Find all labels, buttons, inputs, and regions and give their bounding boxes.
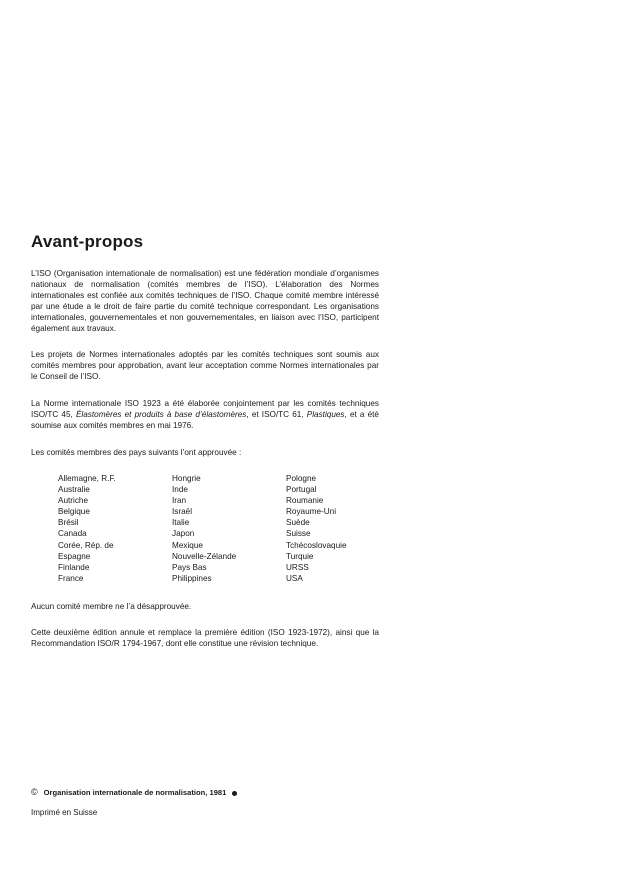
copyright-symbol: ©: [31, 787, 38, 797]
disapproval-note: Aucun comité membre ne l’a désapprouvée.: [31, 602, 192, 611]
country-item: Turquie: [286, 551, 314, 561]
country-item: Pologne: [286, 474, 317, 483]
country-item: Hongrie: [172, 474, 201, 483]
country-item: Italie: [172, 518, 190, 528]
country-item: Pays Bas: [172, 562, 207, 572]
country-item: Israël: [172, 507, 193, 517]
country-item: URSS: [286, 562, 309, 572]
country-item: Roumanie: [286, 496, 324, 506]
country-item: Royaume-Uni: [286, 507, 337, 517]
country-item: Japon: [172, 529, 195, 539]
country-item: Mexique: [172, 540, 203, 550]
country-item: Brésil: [58, 518, 79, 528]
printed-in-note: Imprimé en Suisse: [31, 808, 98, 817]
country-column-3: [286, 473, 386, 584]
intro-paragraph: L’ISO (Organisation internationale de normalisation) est une fédération mondiale d’organismes nationaux de normalisation (comités membres de l’ISO). L’élaboration des Normes internationales est confiée aux comités techniques de l’ISO. Chaque comité membre intéressé par une étude a le droit de faire partie du comité technique correspondant. Les organisations internationales, gouvernementales et non gouvernementales, en liaison avec l’ISO, participent également aux travaux.: [31, 269, 379, 334]
country-item: Autriche: [58, 496, 89, 506]
page-title: Avant-propos: [31, 232, 144, 251]
origin-italic-2: Plastiques: [306, 410, 345, 420]
country-item: Nouvelle-Zélande: [172, 551, 237, 561]
origin-text-1: La Norme internationale ISO 1923 a été élaborée conjointement par les comités techniques ISO/TC 45,: [31, 399, 379, 420]
edition-note: Cette deuxième édition annule et remplace la première édition (ISO 1923-1972), ainsi que la Recommandation ISO/R 1794-1967, dont elle constitue une révision technique.: [31, 628, 379, 649]
country-item: Philippines: [172, 573, 212, 583]
country-item: Canada: [58, 529, 87, 539]
origin-text-3: , et a été soumise aux comités membres en mai 1976.: [31, 410, 379, 431]
copyright-text: Organisation internationale de normalisation, 1981: [43, 788, 227, 797]
country-item: France: [58, 573, 84, 583]
origin-text-2: , et ISO/TC 61,: [246, 410, 307, 420]
approval-paragraph: Les projets de Normes internationales adoptés par les comités techniques sont soumis aux comités membres pour approbation, avant leur acceptation comme Normes internationales par le Conseil de l’ISO.: [31, 350, 379, 382]
country-item: Belgique: [58, 507, 90, 517]
country-item: Iran: [172, 496, 187, 506]
country-list: [58, 473, 386, 584]
copyright-footer: [31, 787, 237, 797]
bullet-icon: [232, 791, 237, 796]
country-item: Portugal: [286, 485, 317, 495]
country-item: Corée, Rép. de: [58, 540, 114, 550]
country-item: Suède: [286, 518, 310, 528]
country-column-1: [58, 473, 172, 584]
country-item: Tchécoslovaquie: [286, 540, 347, 550]
member-list-intro: Les comités membres des pays suivants l’ont approuvée :: [31, 448, 242, 457]
country-item: USA: [286, 573, 303, 583]
country-item: Espagne: [58, 551, 91, 561]
origin-italic-1: Élastomères et produits à base d’élastomères: [75, 410, 247, 420]
country-item: Allemagne, R.F.: [58, 474, 116, 483]
origin-paragraph: [31, 398, 379, 431]
country-item: Inde: [172, 485, 188, 495]
country-item: Suisse: [286, 529, 311, 539]
country-item: Finlande: [58, 562, 90, 572]
country-column-2: [172, 473, 286, 584]
country-item: Australie: [58, 485, 90, 495]
